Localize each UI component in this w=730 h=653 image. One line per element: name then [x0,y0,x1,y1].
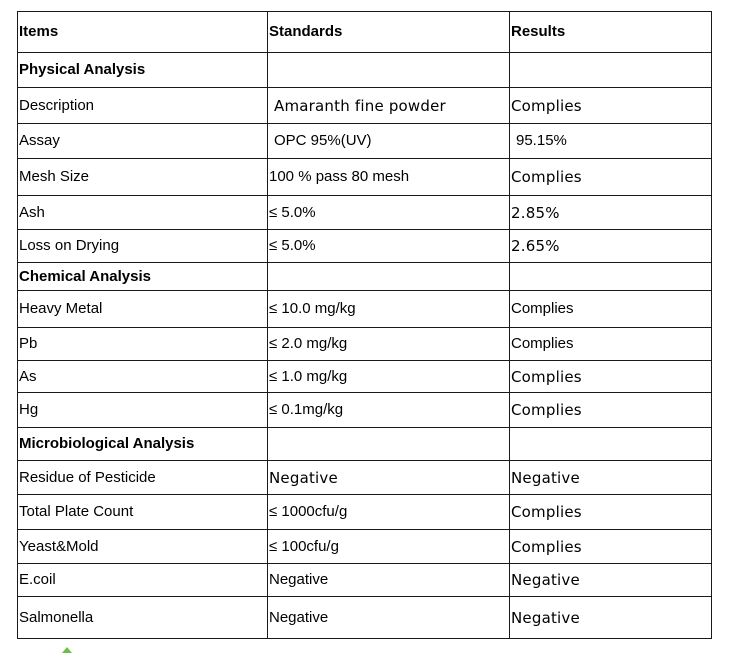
table-row [18,124,712,159]
section-row-physical [18,53,712,88]
table-row [18,564,712,597]
standard-cell: ≤ 1.0 mg/kg [268,361,510,393]
empty-cell [510,53,712,88]
result-cell: 2.65% [510,230,712,263]
table-row [18,88,712,124]
result-cell: 95.15% [510,124,712,159]
empty-cell [268,53,510,88]
item-cell: Heavy Metal [18,291,268,328]
table-row [18,230,712,263]
empty-cell [268,428,510,461]
table-row [18,530,712,564]
empty-cell [268,263,510,291]
standard-cell: ≤ 10.0 mg/kg [268,291,510,328]
standard-cell: Negative [268,461,510,495]
empty-cell [510,263,712,291]
item-cell: Pb [18,328,268,361]
result-cell: Negative [510,597,712,639]
standard-cell: ≤ 2.0 mg/kg [268,328,510,361]
table-row [18,328,712,361]
standard-cell: 100 % pass 80 mesh [268,159,510,196]
header-items: Items [18,12,268,53]
result-cell: Complies [510,361,712,393]
header-standards: Standards [268,12,510,53]
table-row [18,597,712,639]
standard-cell: Negative [268,597,510,639]
section-row-chemical [18,263,712,291]
item-cell: Yeast&Mold [18,530,268,564]
section-row-microbiological [18,428,712,461]
result-cell: Complies [510,393,712,428]
standard-cell: ≤ 5.0% [268,230,510,263]
item-cell: Salmonella [18,597,268,639]
standard-cell: ≤ 100cfu/g [268,530,510,564]
item-cell: Ash [18,196,268,230]
table-row [18,495,712,530]
result-cell: 2.85% [510,196,712,230]
item-cell: Hg [18,393,268,428]
item-cell: Assay [18,124,268,159]
result-cell: Negative [510,564,712,597]
table-header-row [18,12,712,53]
standard-cell: ≤ 5.0% [268,196,510,230]
table-row [18,393,712,428]
section-title: Physical Analysis [18,53,268,88]
result-cell: Negative [510,461,712,495]
table-row [18,196,712,230]
standard-cell: Negative [268,564,510,597]
header-results: Results [510,12,712,53]
up-arrow-icon [62,647,72,653]
item-cell: Residue of Pesticide [18,461,268,495]
item-cell: E.coil [18,564,268,597]
item-cell: Description [18,88,268,124]
result-cell: Complies [510,495,712,530]
item-cell: As [18,361,268,393]
item-cell: Mesh Size [18,159,268,196]
section-title: Chemical Analysis [18,263,268,291]
result-cell: Complies [510,88,712,124]
standard-cell: ≤ 0.1mg/kg [268,393,510,428]
result-cell: Complies [510,328,712,361]
standard-cell: Amaranth fine powder [268,88,510,124]
table-row [18,461,712,495]
empty-cell [510,428,712,461]
result-cell: Complies [510,530,712,564]
spec-table [17,11,712,639]
item-cell: Loss on Drying [18,230,268,263]
table-row [18,159,712,196]
result-cell: Complies [510,291,712,328]
table-row [18,291,712,328]
standard-cell: OPC 95%(UV) [268,124,510,159]
standard-cell: ≤ 1000cfu/g [268,495,510,530]
result-cell: Complies [510,159,712,196]
item-cell: Total Plate Count [18,495,268,530]
table-row [18,361,712,393]
section-title: Microbiological Analysis [18,428,268,461]
